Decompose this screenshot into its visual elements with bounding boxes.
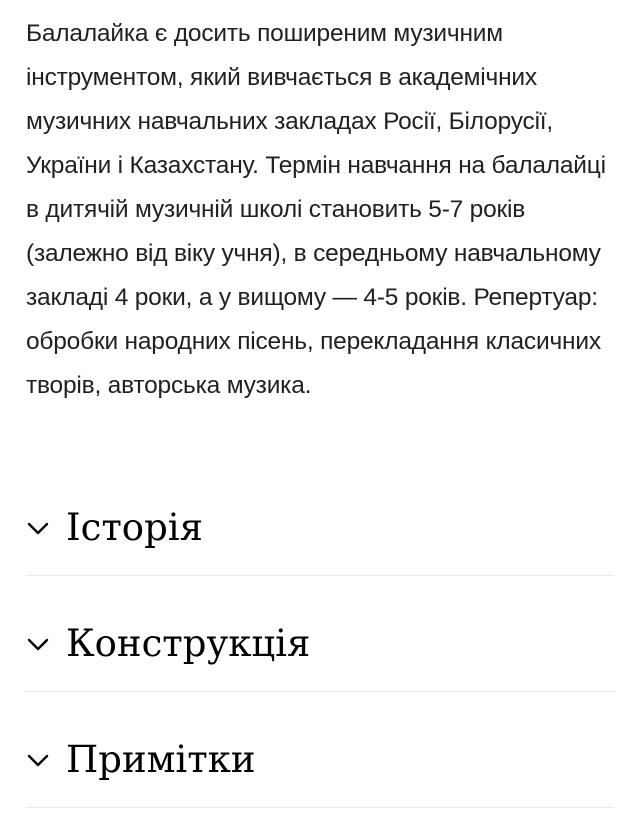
article-paragraph: Балалайка є досить поширеним музичним інструментом, який вивчається в академічних музичних навчальних закладах Росії, Білорусії, України і Казахстану. Термін навчання на балалайці в дитячій музичній школі становить 5-7 років (залежно від віку учня), в середньому навчальному закладі 4 роки, а у вищому — 4-5 років. Репертуар: обробки народних пісень, перекладання класичних творів, авторська музика. (26, 20, 606, 399)
section-history[interactable] (26, 460, 614, 576)
chevron-down-icon (26, 516, 50, 540)
section-title: Конструкція (66, 622, 311, 665)
article-body (26, 12, 618, 408)
section-title: Історія (66, 506, 203, 549)
section-title: Примітки (66, 738, 256, 781)
section-construction[interactable] (26, 576, 614, 692)
section-notes[interactable] (26, 692, 614, 808)
chevron-down-icon (26, 632, 50, 656)
chevron-down-icon (26, 748, 50, 772)
